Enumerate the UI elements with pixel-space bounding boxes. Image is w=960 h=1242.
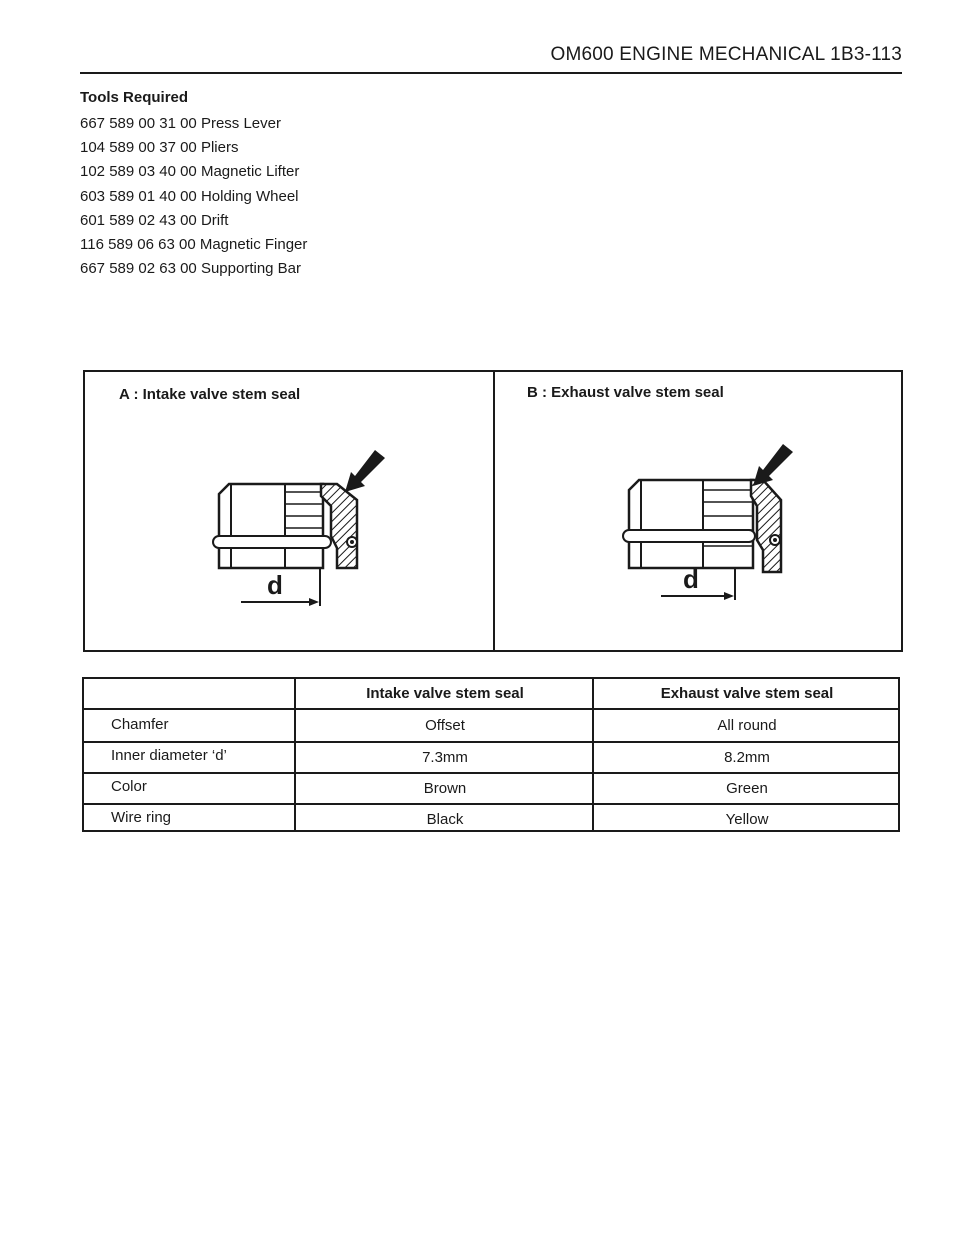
cell-intake-chamfer: Offset — [425, 717, 465, 734]
cell-exhaust-inner-diameter: 8.2mm — [724, 749, 770, 766]
table-header-intake: Intake valve stem seal — [366, 685, 524, 702]
cell-intake-color: Brown — [423, 780, 467, 797]
row-label-inner-diameter: Inner diameter ‘d’ — [111, 747, 227, 764]
tool-item: 104 589 00 37 00 Pliers — [80, 139, 239, 157]
cell-exhaust-chamfer: All round — [717, 717, 777, 734]
row-label-color: Color — [111, 778, 147, 795]
tools-required-section — [80, 88, 480, 281]
row-label-chamfer: Chamfer — [111, 716, 169, 733]
tool-item: 603 589 01 40 00 Holding Wheel — [80, 187, 299, 205]
dimension-label-b: d — [683, 564, 699, 594]
header-rule — [80, 72, 902, 74]
tool-item: 102 589 03 40 00 Magnetic Lifter — [80, 163, 300, 181]
cell-intake-inner-diameter: 7.3mm — [422, 749, 468, 766]
caption-intake-seal: A : Intake valve stem seal — [119, 386, 301, 403]
cell-intake-wire-ring: Black — [426, 811, 464, 828]
dimension-label-a: d — [267, 570, 283, 600]
figure-divider — [493, 372, 495, 650]
table-row-rule — [84, 741, 898, 743]
cell-exhaust-wire-ring: Yellow — [725, 811, 769, 828]
tool-item: 667 589 00 31 00 Press Lever — [80, 115, 281, 132]
valve-seal-figure — [83, 370, 903, 652]
table-row-rule — [84, 803, 898, 805]
intake-seal-drawing — [205, 444, 405, 614]
cell-exhaust-color: Green — [726, 780, 768, 797]
exhaust-seal-drawing — [615, 444, 815, 614]
tool-item: 601 589 02 43 00 Drift — [80, 211, 229, 229]
page-header: OM600 ENGINE MECHANICAL 1B3-113 — [550, 44, 902, 65]
tool-item: 667 589 02 63 00 Supporting Bar — [80, 260, 302, 278]
valve-seal-spec-table — [82, 677, 900, 832]
tools-title: Tools Required — [80, 89, 189, 106]
row-label-wire-ring: Wire ring — [111, 809, 172, 826]
table-row-rule — [84, 772, 898, 774]
table-header-rule — [84, 708, 898, 710]
tool-item: 116 589 06 63 00 Magnetic Finger — [80, 235, 308, 253]
table-header-exhaust: Exhaust valve stem seal — [660, 685, 834, 702]
caption-exhaust-seal: B : Exhaust valve stem seal — [527, 384, 724, 401]
